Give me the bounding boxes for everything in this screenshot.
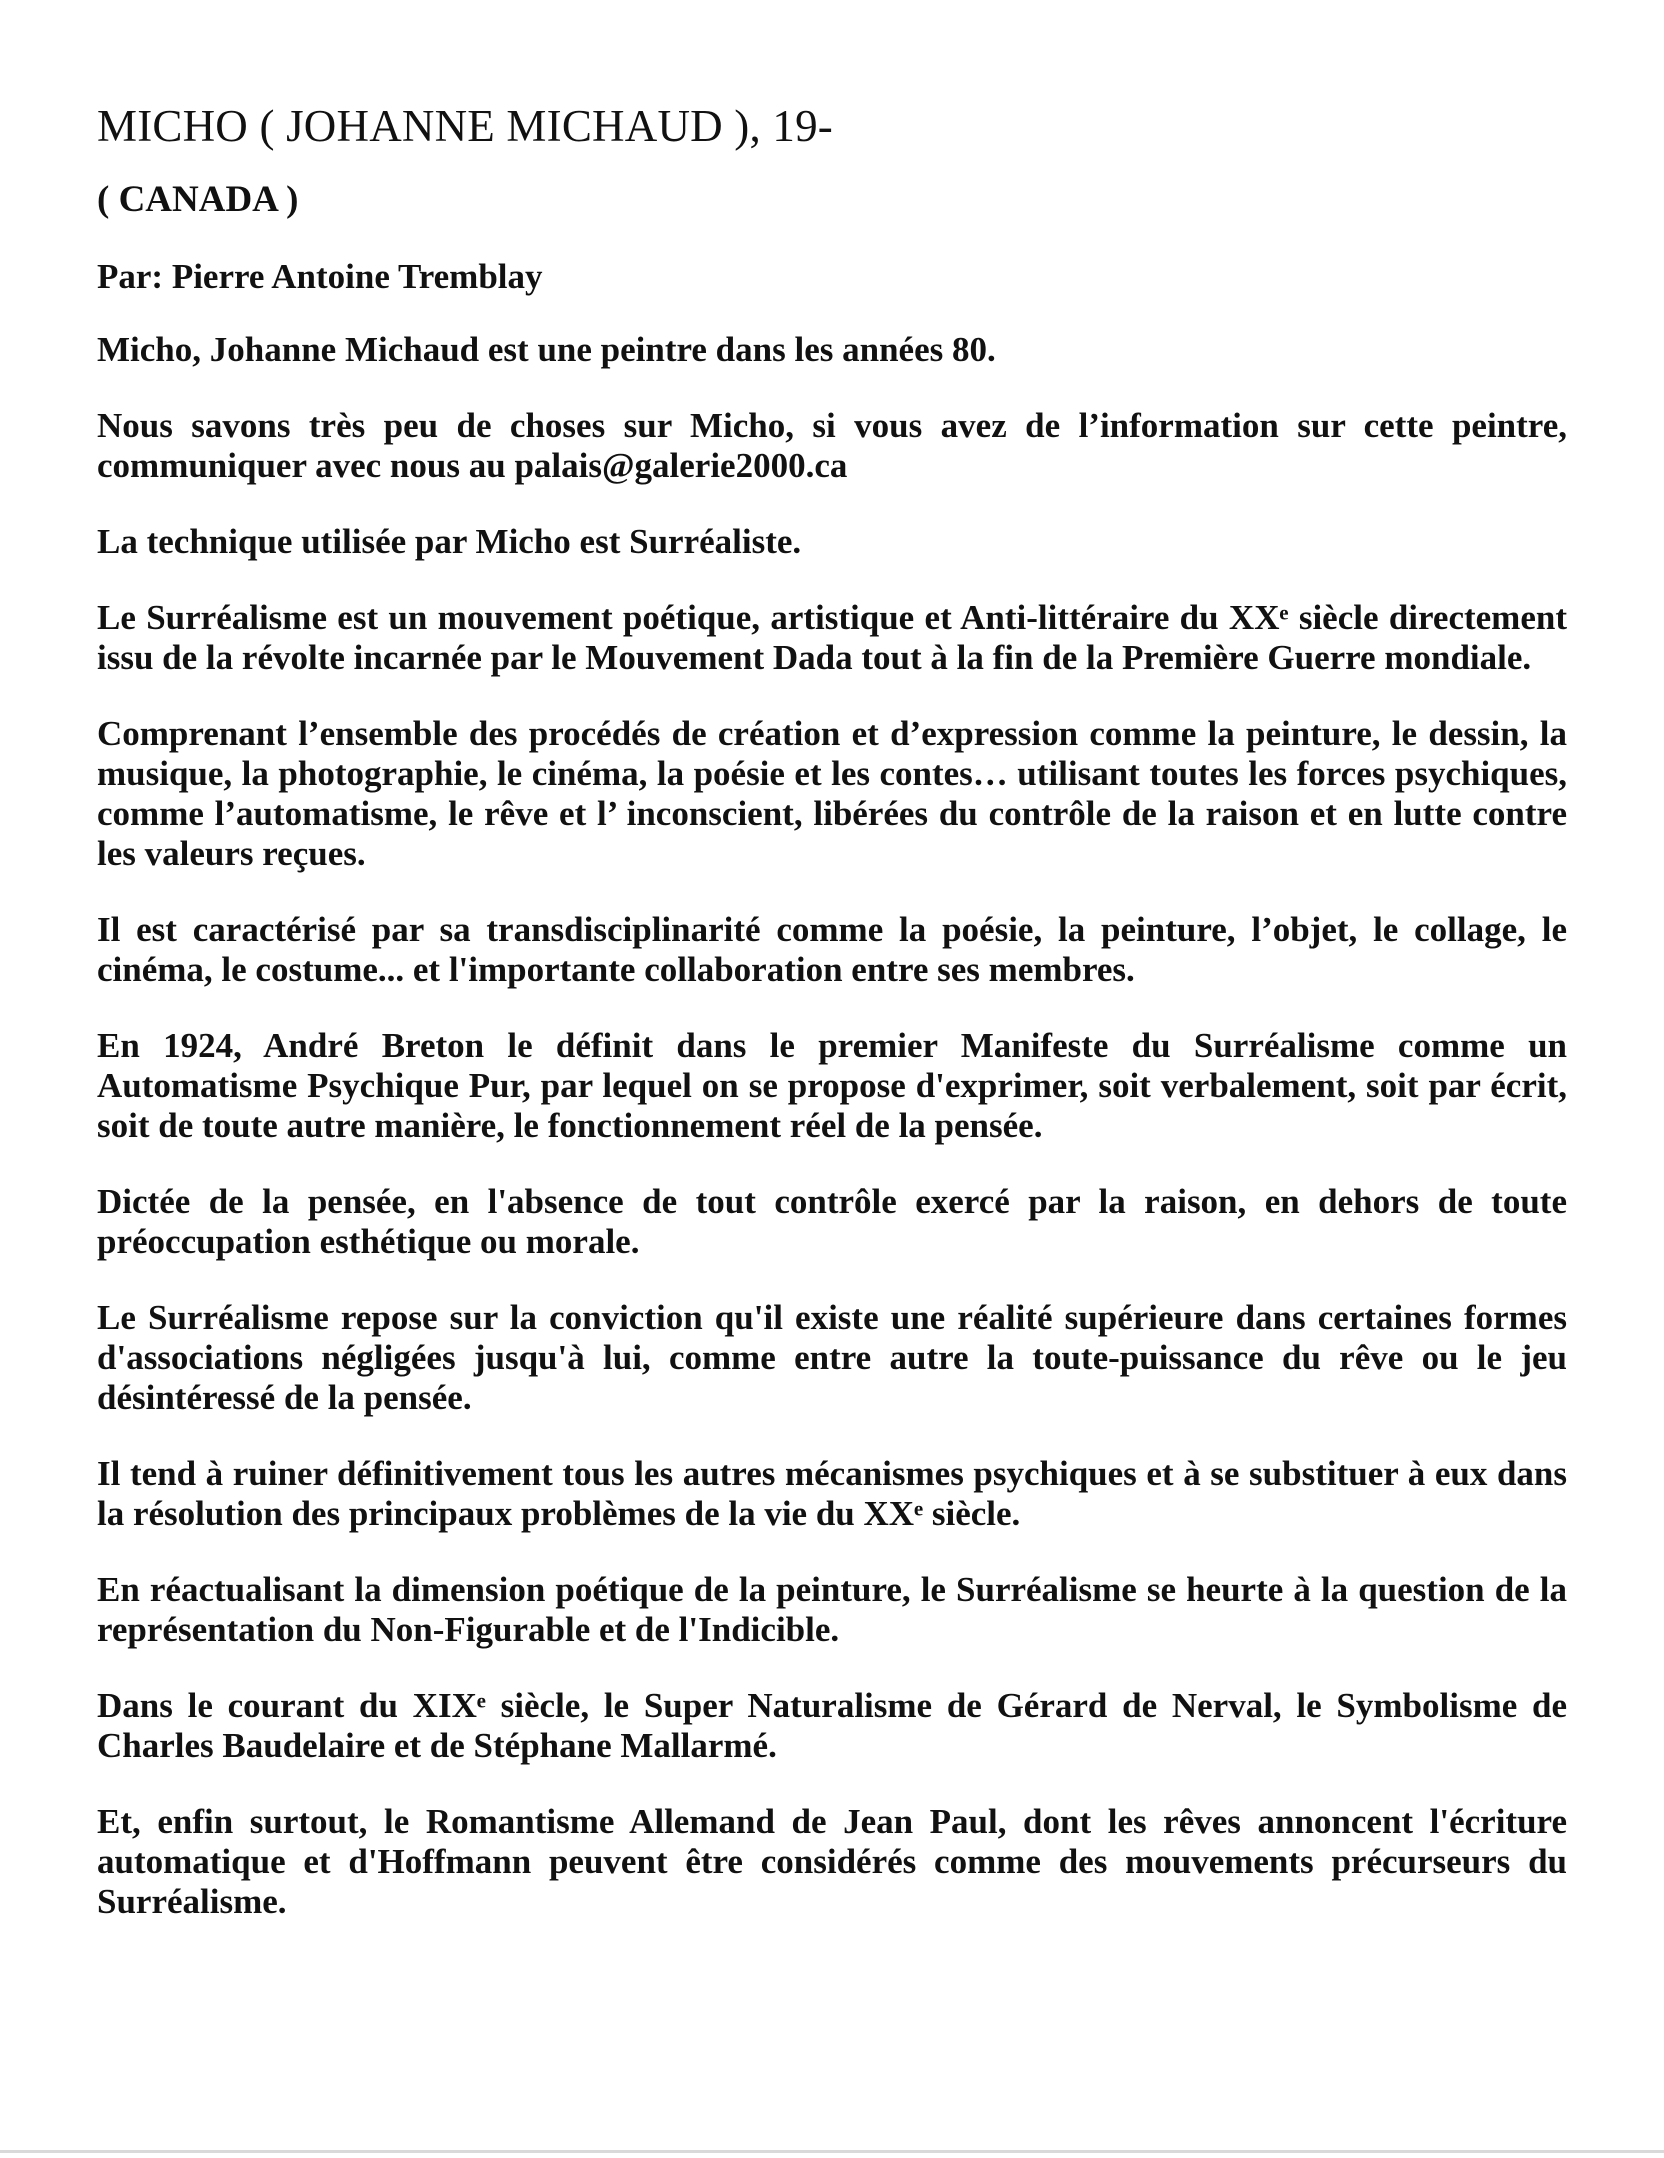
- paragraph-surrealism-definition: Le Surréalisme est un mouvement poétique, artistique et Anti-littéraire du XXᵉ siècle directement issu de la révolte incarnée par le Mouvement Dada tout à la fin de la Première Guerre mondiale.: [97, 598, 1567, 677]
- artist-country: ( CANADA ): [97, 179, 299, 220]
- paragraph-processes: Comprenant l’ensemble des procédés de création et d’expression comme la peinture, le dessin, la musique, la photographie, le cinéma, la poésie et les contes… utilisant toutes les forces psychiques, comme l’automatisme, le rêve et l’ inconscient, libérées du contrôle de la raison et en lutte contre les valeurs reçues.: [97, 714, 1567, 873]
- paragraph-mechanisms: Il tend à ruiner définitivement tous les autres mécanismes psychiques et à se substituer à eux dans la résolution des principaux problèmes de la vie du XXᵉ siècle.: [97, 1454, 1567, 1533]
- document-body: [97, 96, 1567, 1922]
- paragraph-german-romanticism: Et, enfin surtout, le Romantisme Allemand de Jean Paul, dont les rêves annoncent l'écriture automatique et d'Hoffmann peuvent être considérés comme des mouvements précurseurs du Surréalisme.: [97, 1802, 1567, 1921]
- paragraph-contact: Nous savons très peu de choses sur Micho, si vous avez de l’information sur cette peintre, communiquer avec nous au palais@galerie2000.ca: [97, 406, 1567, 485]
- paragraph-poetic-dimension: En réactualisant la dimension poétique de la peinture, le Surréalisme se heurte à la question de la représentation du Non-Figurable et de l'Indicible.: [97, 1570, 1567, 1649]
- page-bottom-edge: [0, 2150, 1664, 2153]
- paragraph-breton-manifesto: En 1924, André Breton le définit dans le premier Manifeste du Surréalisme comme un Automatisme Psychique Pur, par lequel on se propose d'exprimer, soit verbalement, soit par écrit, soit de toute autre manière, le fonctionnement réel de la pensée.: [97, 1026, 1567, 1145]
- paragraph-transdisciplinarity: Il est caractérisé par sa transdisciplinarité comme la poésie, la peinture, l’objet, le collage, le cinéma, le costume... et l'importante collaboration entre ses membres.: [97, 910, 1567, 989]
- paragraph-technique: La technique utilisée par Micho est Surréaliste.: [97, 522, 802, 561]
- paragraph-nineteenth-century: Dans le courant du XIXᵉ siècle, le Super Naturalisme de Gérard de Nerval, le Symbolisme de Charles Baudelaire et de Stéphane Mallarmé.: [97, 1686, 1567, 1765]
- author-line: Par: Pierre Antoine Tremblay: [97, 257, 543, 296]
- paragraph-conviction: Le Surréalisme repose sur la conviction qu'il existe une réalité supérieure dans certaines formes d'associations négligées jusqu'à lui, comme entre autre la toute-puissance du rêve ou le jeu désintéressé de la pensée.: [97, 1298, 1567, 1417]
- paragraph-dictation: Dictée de la pensée, en l'absence de tout contrôle exercé par la raison, en dehors de toute préoccupation esthétique ou morale.: [97, 1182, 1567, 1261]
- document-title: MICHO ( JOHANNE MICHAUD ), 19-: [97, 101, 833, 151]
- paragraph-intro: Micho, Johanne Michaud est une peintre dans les années 80.: [97, 330, 996, 369]
